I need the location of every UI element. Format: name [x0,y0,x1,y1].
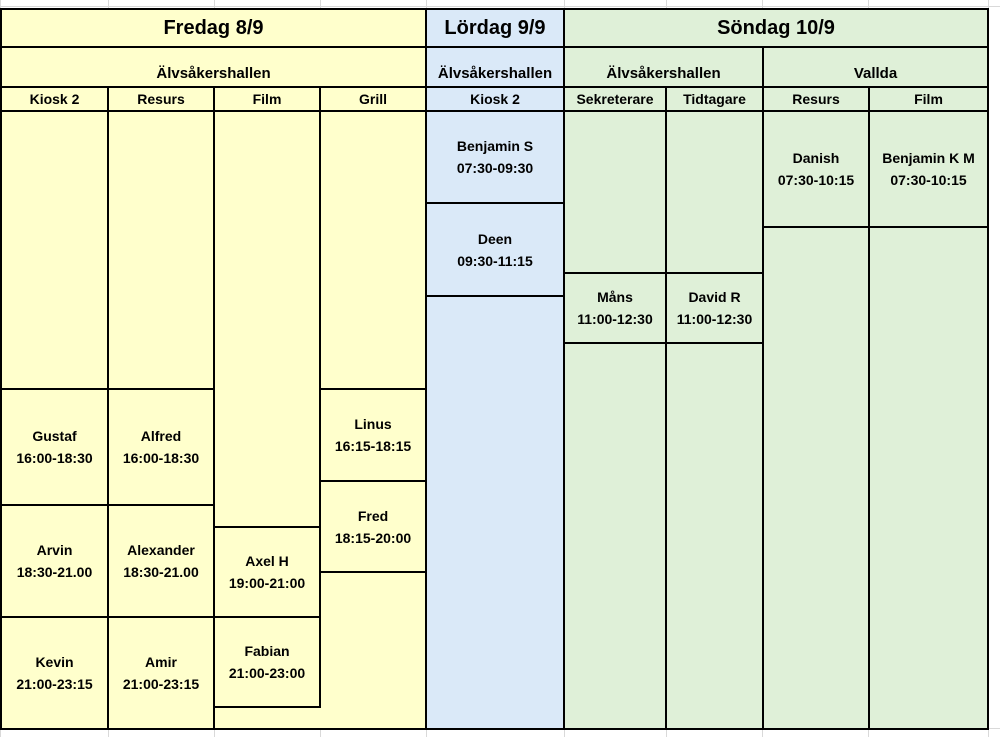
role-header-sun-resurs[interactable]: Resurs [762,86,870,112]
border-line [868,110,870,730]
border-line [0,110,2,730]
shift-cell-danish[interactable] [762,110,870,228]
shift-name: Benjamin S [456,138,534,154]
shift-time: 07:30-10:15 [777,172,855,188]
venue-header-sunday-vallda[interactable]: Vallda [762,46,989,88]
shift-time: 16:00-18:30 [122,450,200,466]
shift-name: Kevin [35,654,74,670]
shift-name: Alexander [127,542,195,558]
shift-name: Linus [354,416,392,432]
role-header-fri-resurs[interactable]: Resurs [107,86,215,112]
border-line [762,110,764,730]
shift-cell-alexander[interactable] [107,504,215,618]
shift-time: 18:30-21.00 [16,564,93,580]
shift-time: 07:30-10:15 [890,172,967,188]
role-header-sun-film[interactable]: Film [868,86,989,112]
shift-cell-david-r[interactable] [665,272,764,344]
venue-header-saturday[interactable]: Älvsåkershallen [425,46,565,88]
shift-name: Arvin [36,542,73,558]
shift-name: Alfred [140,428,182,444]
shift-name: Deen [477,230,513,247]
shift-cell-gustaf[interactable] [0,388,109,506]
role-header-fri-kiosk[interactable]: Kiosk 2 [0,86,109,112]
empty-slot[interactable] [563,110,667,274]
border-line [987,8,989,730]
role-header-sun-sekreterare[interactable]: Sekreterare [563,86,667,112]
shift-name: Benjamin K M [882,150,975,166]
border-line [0,728,989,730]
shift-cell-fabian[interactable] [213,616,321,708]
shift-time: 11:00-12:30 [676,311,753,327]
shift-name: Axel H [245,553,289,569]
venue-header-friday[interactable]: Älvsåkershallen [0,46,427,88]
shift-time: 11:00-12:30 [577,311,653,327]
border-line [563,110,565,730]
shift-cell-benjamin-k-m[interactable] [868,110,989,228]
shift-cell-alfred[interactable] [107,388,215,506]
shift-name: Danish [792,150,840,166]
empty-slot[interactable] [0,110,109,390]
empty-slot[interactable] [319,110,427,390]
day-header-sunday[interactable]: Söndag 10/9 [563,8,989,48]
shift-name: Måns [597,289,633,305]
shift-time: 09:30-11:15 [457,252,533,269]
border-line [665,110,667,730]
gridline [0,6,1000,7]
shift-time: 16:15-18:15 [334,438,412,454]
shift-cell-arvin[interactable] [0,504,109,618]
day-header-saturday[interactable]: Lördag 9/9 [425,8,565,48]
shift-time: 16:00-18:30 [16,450,93,466]
shift-cell-benjamin-s[interactable] [425,110,565,204]
role-header-fri-film[interactable]: Film [213,86,321,112]
empty-slot[interactable] [213,110,321,528]
shift-cell-amir[interactable] [107,616,215,730]
shift-cell-axel-h[interactable] [213,526,321,618]
shift-time: 19:00-21:00 [228,575,306,591]
shift-cell-kevin[interactable] [0,616,109,730]
empty-slot[interactable] [107,110,215,390]
shift-name: David R [688,289,741,305]
shift-time: 21:00-23:15 [16,676,93,692]
shift-name: Gustaf [32,428,77,444]
shift-cell-mans[interactable] [563,272,667,344]
shift-name: Fred [357,507,389,524]
shift-cell-fred[interactable] [319,480,427,573]
shift-cell-deen[interactable] [425,202,565,297]
shift-name: Fabian [244,643,290,659]
role-header-sat-kiosk[interactable]: Kiosk 2 [425,86,565,112]
shift-cell-linus[interactable] [319,388,427,482]
role-header-sun-tidtagare[interactable]: Tidtagare [665,86,764,112]
empty-slot[interactable] [665,110,764,274]
shift-name: Amir [145,654,177,670]
border-line [425,110,427,730]
shift-time: 18:15-20:00 [334,529,412,546]
shift-time: 21:00-23:15 [122,676,200,692]
venue-header-sunday-alvsaker[interactable]: Älvsåkershallen [563,46,764,88]
shift-time: 21:00-23:00 [228,665,306,681]
shift-time: 18:30-21.00 [123,564,199,580]
day-header-friday[interactable]: Fredag 8/9 [0,8,427,48]
role-header-fri-grill[interactable]: Grill [319,86,427,112]
shift-time: 07:30-09:30 [456,160,534,176]
